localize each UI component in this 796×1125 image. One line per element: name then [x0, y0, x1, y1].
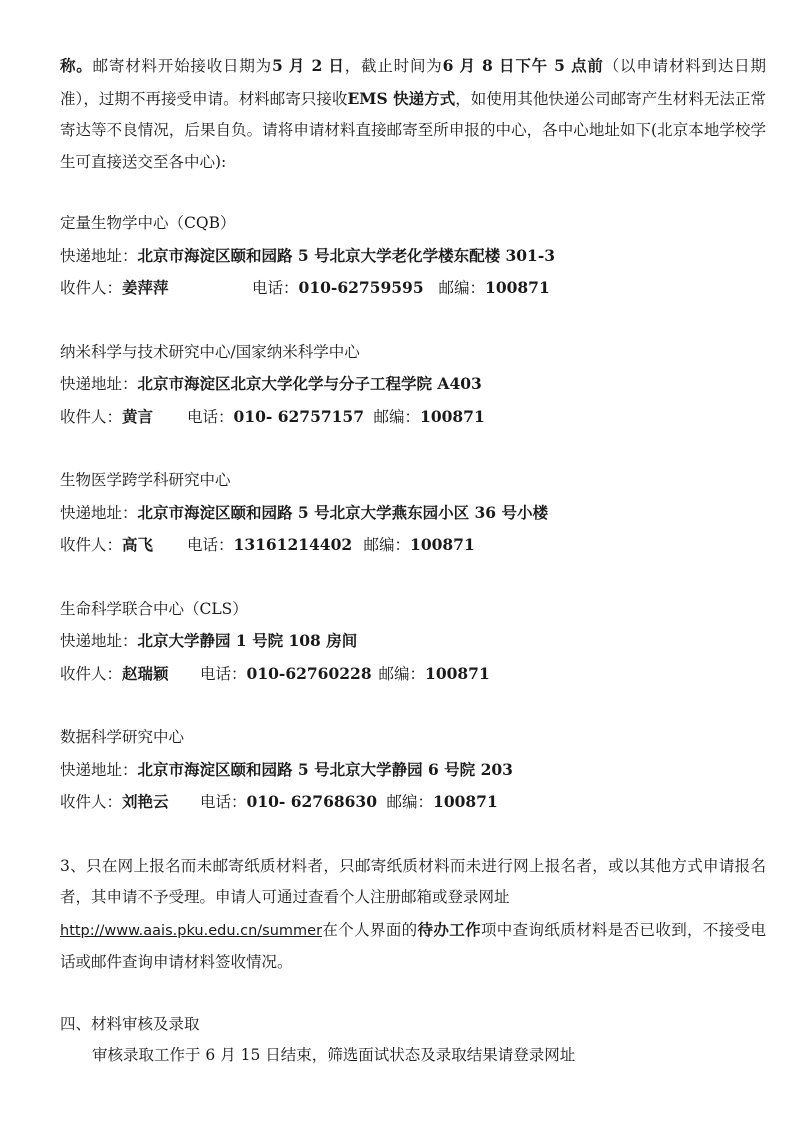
center-name: 纳米科学与技术研究中心/国家纳米科学中心 — [60, 342, 360, 361]
center-address: 北京市海淀区北京大学化学与分子工程学院 A403 — [137, 374, 482, 393]
center-address: 北京市海淀区颐和园路 5 号北京大学静园 6 号院 203 — [137, 759, 513, 779]
center-contact-line — [60, 401, 766, 434]
center-address-line — [60, 368, 766, 401]
address-label: 快递地址： — [60, 760, 138, 779]
center-cls — [60, 594, 766, 691]
center-recipient: 高飞 — [122, 535, 154, 554]
document-page — [60, 50, 766, 1072]
phone-label: 电话： — [200, 793, 247, 811]
center-address: 北京大学静园 1 号院 108 房间 — [137, 631, 358, 650]
center-postcode: 100871 — [425, 663, 490, 683]
intro-deadline: 6 月 8 日下午 5 点前 — [442, 56, 604, 75]
center-phone: 010-62760228 — [246, 663, 372, 683]
center-contact-line — [60, 658, 766, 691]
center-postcode: 100871 — [420, 406, 485, 426]
section-4-heading: 四、材料审核及录取 — [60, 1014, 200, 1033]
postcode-label: 邮编： — [378, 664, 426, 683]
center-data-science — [60, 722, 766, 819]
center-nano — [60, 337, 766, 434]
phone-label: 电话： — [252, 279, 299, 297]
item-3-text-2: 在个人界面的 — [322, 920, 418, 939]
center-name: 定量生物学中心（CQB） — [60, 214, 236, 232]
postcode-label: 邮编： — [363, 536, 411, 554]
address-label: 快递地址： — [60, 503, 138, 522]
center-contact-line — [60, 786, 766, 819]
center-recipient: 赵瑞颖 — [122, 663, 169, 683]
center-address: 北京市海淀区颐和园路 5 号北京大学老化学楼东配楼 301-3 — [137, 245, 556, 265]
center-phone: 13161214402 — [233, 535, 353, 554]
center-address-line — [60, 754, 766, 787]
center-contact-line — [60, 272, 766, 305]
address-label: 快递地址： — [60, 246, 138, 265]
recipient-label: 收件人： — [60, 279, 123, 297]
center-phone: 010- 62757157 — [233, 406, 364, 426]
intro-paragraph — [60, 50, 766, 178]
center-phone: 010-62759595 — [298, 278, 424, 297]
todo-work-label: 待办工作 — [417, 919, 481, 939]
intro-text-5: ，如使用其他快递公司邮寄产生材料无法正常寄达等不良情况，后果自负。请将申请材料直接邮寄至所申报的中心，各中心地址如下(北京本地学校学生可直接送交至各中心): — [60, 89, 766, 171]
item-3-text-3: 项中查询纸质材料是否已收到，不接受电话或邮件查询申请材料签收情况。 — [60, 920, 766, 971]
center-address-line — [60, 497, 766, 530]
center-address-line — [60, 240, 766, 273]
address-label: 快递地址： — [60, 375, 138, 393]
center-address: 北京市海淀区颐和园路 5 号北京大学燕东园小区 36 号小楼 — [137, 502, 548, 522]
center-name: 生命科学联合中心（CLS） — [60, 599, 248, 618]
phone-label: 电话： — [187, 407, 234, 426]
center-cqb — [60, 208, 766, 305]
recipient-label: 收件人： — [60, 407, 123, 426]
center-recipient: 黄言 — [122, 406, 154, 426]
center-phone: 010- 62768630 — [246, 792, 377, 811]
intro-start-date: 5 月 2 日 — [271, 56, 345, 75]
center-postcode: 100871 — [485, 278, 550, 297]
summer-program-link[interactable]: http://www.aais.pku.edu.cn/summer — [60, 922, 323, 939]
phone-label: 电话： — [200, 664, 247, 683]
intro-text-4: （以申请材料到达日期准），过期不再接受申请。材料邮寄只接收 — [60, 57, 766, 108]
center-contact-line — [60, 529, 766, 562]
center-postcode: 100871 — [433, 792, 498, 811]
center-biomed — [60, 465, 766, 562]
center-name: 数据科学研究中心 — [60, 728, 185, 746]
item-3-text-1: 3、只在网上报名而未邮寄纸质材料者，只邮寄纸质材料而未进行网上报名者，或以其他方式申请报名者，其申请不予受理。申请人可通过查看个人注册邮箱或登录网址 — [60, 856, 766, 906]
intro-text-2: 邮寄材料开始接收日期为 — [92, 57, 272, 75]
center-postcode: 100871 — [410, 535, 475, 554]
postcode-label: 邮编： — [438, 279, 486, 297]
intro-ems: EMS 快递方式 — [347, 88, 456, 108]
intro-text-1: 称。 — [60, 56, 93, 75]
section-4-body: 审核录取工作于 6 月 15 日结束，筛选面试状态及录取结果请登录网址 — [92, 1046, 576, 1064]
address-label: 快递地址： — [60, 632, 138, 650]
recipient-label: 收件人： — [60, 664, 123, 683]
phone-label: 电话： — [187, 536, 234, 554]
postcode-label: 邮编： — [386, 793, 434, 811]
center-recipient: 姜萍萍 — [122, 278, 169, 297]
center-address-line — [60, 625, 766, 658]
recipient-label: 收件人： — [60, 536, 123, 554]
intro-text-3: ，截止时间为 — [344, 57, 443, 75]
center-name: 生物医学跨学科研究中心 — [60, 471, 231, 489]
item-3-paragraph — [60, 851, 766, 979]
center-recipient: 刘艳云 — [122, 792, 169, 811]
recipient-label: 收件人： — [60, 793, 123, 811]
postcode-label: 邮编： — [373, 407, 421, 426]
